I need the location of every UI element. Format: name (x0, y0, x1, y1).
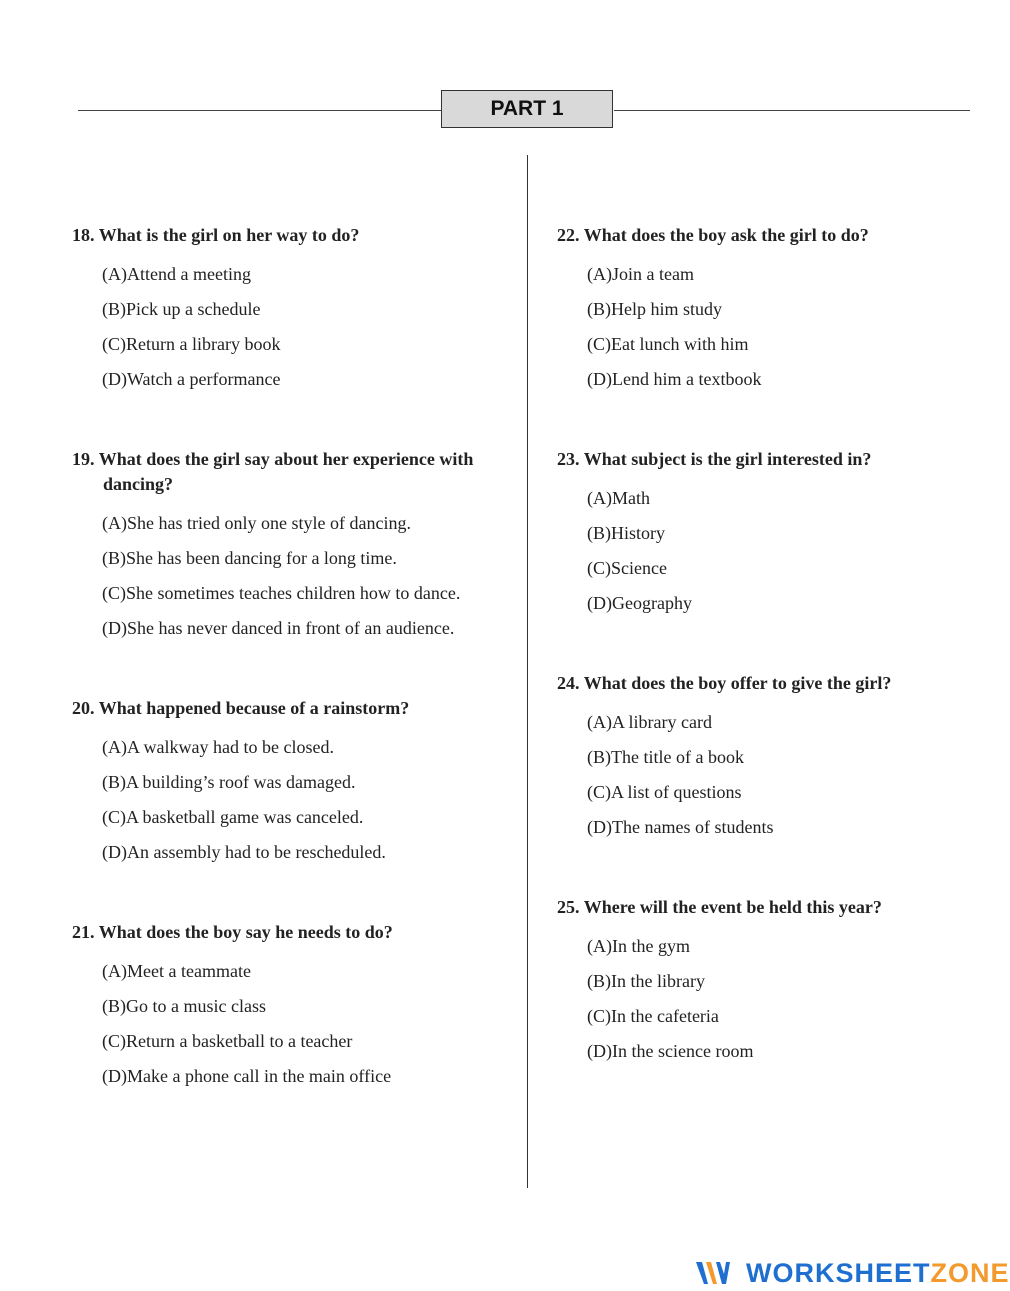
answer-option (102, 546, 502, 571)
question-text: What does the girl say about her experience with dancing? (98, 449, 474, 494)
answer-option (587, 486, 977, 511)
option-text: Help him study (611, 299, 722, 319)
option-letter: (D) (102, 842, 127, 862)
brand-name-blue: WORKSHEET (746, 1257, 931, 1288)
question-number: 22. (557, 225, 580, 245)
question-21 (72, 920, 502, 1089)
option-letter: (A) (102, 737, 127, 757)
question-19 (72, 447, 502, 641)
column-divider (527, 155, 528, 1188)
question-number: 23. (557, 449, 580, 469)
answer-option (102, 770, 502, 795)
question-title (557, 447, 977, 472)
answer-option (587, 262, 977, 287)
brand-name (746, 1258, 1010, 1289)
answer-option (587, 332, 977, 357)
answer-option (102, 1029, 502, 1054)
option-letter: (A) (102, 264, 127, 284)
option-letter: (B) (102, 772, 126, 792)
answer-option (102, 262, 502, 287)
question-25 (557, 895, 977, 1064)
option-letter: (D) (587, 817, 612, 837)
answer-option (587, 521, 977, 546)
option-letter: (A) (587, 264, 612, 284)
option-letter: (D) (587, 369, 612, 389)
option-text: In the science room (612, 1041, 754, 1061)
answer-option (102, 367, 502, 392)
answer-option (102, 581, 502, 606)
option-letter: (A) (102, 961, 127, 981)
option-letter: (C) (102, 334, 126, 354)
option-text: Return a library book (126, 334, 281, 354)
option-letter: (B) (587, 523, 611, 543)
answer-option (102, 511, 502, 536)
answer-options (72, 735, 502, 865)
option-text: Make a phone call in the main office (127, 1066, 392, 1086)
option-letter: (B) (102, 299, 126, 319)
option-text: Attend a meeting (127, 264, 251, 284)
option-text: The names of students (612, 817, 774, 837)
answer-option (587, 297, 977, 322)
answer-option (102, 735, 502, 760)
option-text: A building’s roof was damaged. (126, 772, 356, 792)
option-text: She has tried only one style of dancing. (127, 513, 411, 533)
option-text: Watch a performance (127, 369, 281, 389)
question-title (72, 920, 502, 945)
worksheetzone-brand (694, 1255, 1010, 1291)
answer-options (557, 710, 977, 840)
option-letter: (A) (587, 936, 612, 956)
option-text: An assembly had to be rescheduled. (127, 842, 386, 862)
left-question-column (72, 223, 502, 1089)
question-title (72, 447, 502, 497)
answer-options (72, 262, 502, 392)
option-text: History (611, 523, 665, 543)
option-text: Go to a music class (126, 996, 266, 1016)
answer-option (587, 1039, 977, 1064)
answer-option (102, 840, 502, 865)
answer-option (102, 805, 502, 830)
question-number: 20. (72, 698, 95, 718)
option-letter: (A) (587, 488, 612, 508)
question-title (557, 671, 977, 696)
part-heading (441, 90, 613, 128)
option-text: Join a team (612, 264, 694, 284)
option-letter: (A) (587, 712, 612, 732)
option-text: A basketball game was canceled. (126, 807, 364, 827)
question-23 (557, 447, 977, 616)
question-text: What does the boy ask the girl to do? (583, 225, 869, 245)
option-letter: (D) (102, 1066, 127, 1086)
option-text: A walkway had to be closed. (127, 737, 334, 757)
question-number: 21. (72, 922, 95, 942)
option-text: Science (611, 558, 667, 578)
option-text: She sometimes teaches children how to dance. (126, 583, 461, 603)
option-text: Pick up a schedule (126, 299, 261, 319)
answer-option (102, 1064, 502, 1089)
answer-options (72, 959, 502, 1089)
option-letter: (A) (102, 513, 127, 533)
option-letter: (C) (102, 807, 126, 827)
question-20 (72, 696, 502, 865)
answer-option (587, 934, 977, 959)
option-letter: (B) (587, 299, 611, 319)
question-title (557, 895, 977, 920)
answer-option (102, 332, 502, 357)
answer-option (587, 1004, 977, 1029)
option-text: Geography (612, 593, 692, 613)
right-question-column (557, 223, 977, 1064)
option-text: Meet a teammate (127, 961, 251, 981)
option-text: She has been dancing for a long time. (126, 548, 397, 568)
header-rule-left (78, 110, 441, 111)
option-text: She has never danced in front of an audience. (127, 618, 455, 638)
question-text: What is the girl on her way to do? (98, 225, 360, 245)
option-letter: (D) (102, 369, 127, 389)
answer-option (102, 616, 502, 641)
option-text: In the cafeteria (611, 1006, 719, 1026)
question-number: 19. (72, 449, 95, 469)
question-title (72, 696, 502, 721)
question-text: Where will the event be held this year? (583, 897, 882, 917)
answer-option (587, 556, 977, 581)
option-letter: (C) (102, 583, 126, 603)
question-number: 18. (72, 225, 95, 245)
option-letter: (C) (102, 1031, 126, 1051)
option-letter: (B) (102, 996, 126, 1016)
worksheetzone-logo-icon (694, 1259, 732, 1287)
question-text: What does the boy say he needs to do? (98, 922, 393, 942)
option-letter: (D) (587, 1041, 612, 1061)
question-title (557, 223, 977, 248)
option-text: In the library (611, 971, 705, 991)
question-text: What does the boy offer to give the girl? (583, 673, 892, 693)
option-letter: (C) (587, 782, 611, 802)
question-title (72, 223, 502, 248)
option-text: Math (612, 488, 650, 508)
option-text: The title of a book (611, 747, 744, 767)
question-number: 24. (557, 673, 580, 693)
option-text: Return a basketball to a teacher (126, 1031, 353, 1051)
option-letter: (D) (587, 593, 612, 613)
option-letter: (B) (102, 548, 126, 568)
answer-option (587, 591, 977, 616)
answer-options (557, 262, 977, 392)
answer-option (587, 969, 977, 994)
answer-options (557, 486, 977, 616)
header-rule-right (614, 110, 970, 111)
answer-option (587, 745, 977, 770)
question-22 (557, 223, 977, 392)
question-18 (72, 223, 502, 392)
answer-option (102, 994, 502, 1019)
option-letter: (C) (587, 1006, 611, 1026)
answer-option (587, 815, 977, 840)
option-text: Eat lunch with him (611, 334, 749, 354)
question-text: What happened because of a rainstorm? (98, 698, 410, 718)
option-letter: (B) (587, 971, 611, 991)
answer-options (557, 934, 977, 1064)
option-text: A list of questions (611, 782, 742, 802)
answer-option (587, 710, 977, 735)
option-text: A library card (612, 712, 712, 732)
answer-option (102, 297, 502, 322)
answer-options (72, 511, 502, 641)
question-number: 25. (557, 897, 580, 917)
answer-option (587, 367, 977, 392)
option-letter: (B) (587, 747, 611, 767)
question-text: What subject is the girl interested in? (583, 449, 872, 469)
option-letter: (C) (587, 558, 611, 578)
option-letter: (D) (102, 618, 127, 638)
option-letter: (C) (587, 334, 611, 354)
option-text: Lend him a textbook (612, 369, 762, 389)
part-heading-label: PART 1 (490, 97, 564, 120)
option-text: In the gym (612, 936, 690, 956)
brand-name-orange: ZONE (930, 1257, 1010, 1288)
answer-option (587, 780, 977, 805)
answer-option (102, 959, 502, 984)
question-24 (557, 671, 977, 840)
